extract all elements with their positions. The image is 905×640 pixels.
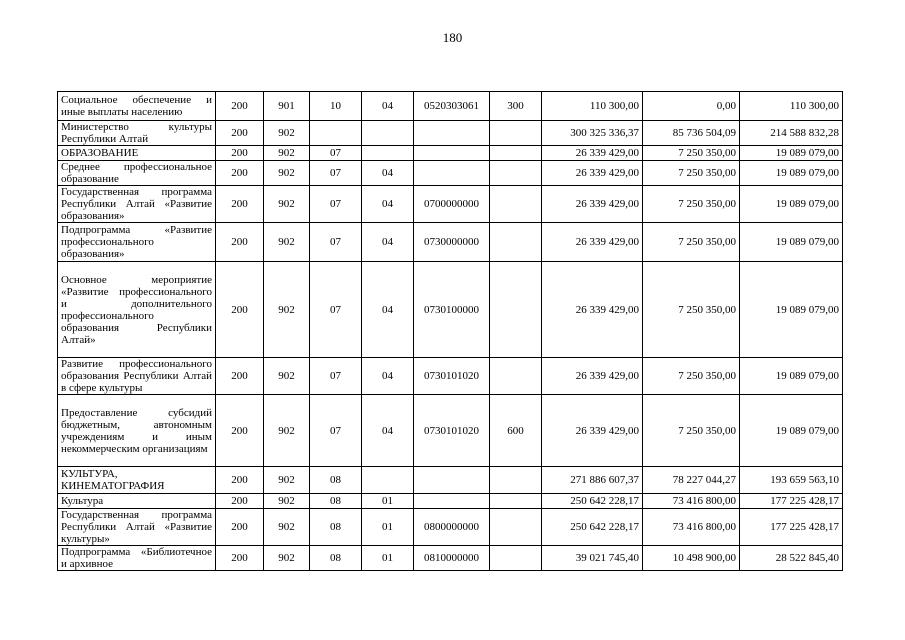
table-cell-c2: 902 <box>264 262 310 358</box>
table-cell-c6 <box>490 223 542 262</box>
table-cell-v2: 0,00 <box>643 92 740 121</box>
table-cell-c5: 0730101020 <box>414 358 490 395</box>
table-cell-name: Министерство культуры Республики Алтай <box>58 121 216 146</box>
table-cell-name: КУЛЬТУРА, КИНЕМАТОГРАФИЯ <box>58 467 216 494</box>
table-cell-c5: 0730000000 <box>414 223 490 262</box>
table-cell-v3: 19 089 079,00 <box>740 146 843 161</box>
table-cell-v2: 10 498 900,00 <box>643 546 740 571</box>
table-cell-v2: 7 250 350,00 <box>643 395 740 467</box>
table-cell-c2: 902 <box>264 186 310 223</box>
table-cell-v2: 7 250 350,00 <box>643 161 740 186</box>
table-cell-v2: 7 250 350,00 <box>643 262 740 358</box>
table-cell-c1: 200 <box>216 494 264 509</box>
table-cell-c4: 04 <box>362 223 414 262</box>
table-cell-v1: 250 642 228,17 <box>542 509 643 546</box>
page-number: 180 <box>442 30 463 45</box>
table-cell-c5 <box>414 146 490 161</box>
table-cell-name: Подпрограмма «Библиотечное и архивное <box>58 546 216 571</box>
table-cell-c5: 0700000000 <box>414 186 490 223</box>
table-cell-name: Подпрограмма «Развитие профессионального образования» <box>58 223 216 262</box>
table-cell-v2: 78 227 044,27 <box>643 467 740 494</box>
budget-table <box>57 91 843 571</box>
table-cell-c4: 01 <box>362 494 414 509</box>
table-row <box>58 467 843 494</box>
table-cell-c3: 10 <box>310 92 362 121</box>
table-cell-v3: 19 089 079,00 <box>740 161 843 186</box>
table-cell-c3: 08 <box>310 467 362 494</box>
table-row <box>58 121 843 146</box>
table-cell-c2: 902 <box>264 509 310 546</box>
table-cell-c6 <box>490 358 542 395</box>
table-cell-v3: 110 300,00 <box>740 92 843 121</box>
table-cell-c1: 200 <box>216 223 264 262</box>
table-cell-c2: 902 <box>264 494 310 509</box>
table-cell-c2: 902 <box>264 161 310 186</box>
table-cell-c6 <box>490 121 542 146</box>
table-cell-c6 <box>490 467 542 494</box>
table-cell-v2: 7 250 350,00 <box>643 146 740 161</box>
table-cell-c4 <box>362 146 414 161</box>
table-cell-c6 <box>490 262 542 358</box>
table-cell-c2: 902 <box>264 146 310 161</box>
table-cell-c1: 200 <box>216 262 264 358</box>
table-cell-v3: 19 089 079,00 <box>740 223 843 262</box>
table-cell-c1: 200 <box>216 92 264 121</box>
table-cell-c1: 200 <box>216 509 264 546</box>
table-cell-v1: 271 886 607,37 <box>542 467 643 494</box>
table-cell-v1: 110 300,00 <box>542 92 643 121</box>
table-row <box>58 358 843 395</box>
table-cell-c3: 07 <box>310 395 362 467</box>
table-cell-c1: 200 <box>216 546 264 571</box>
table-cell-c4: 01 <box>362 509 414 546</box>
table-cell-c1: 200 <box>216 186 264 223</box>
table-cell-c6 <box>490 161 542 186</box>
table-row <box>58 223 843 262</box>
table-cell-v1: 26 339 429,00 <box>542 358 643 395</box>
table-cell-v1: 39 021 745,40 <box>542 546 643 571</box>
table-cell-v1: 250 642 228,17 <box>542 494 643 509</box>
table-cell-v3: 177 225 428,17 <box>740 509 843 546</box>
table-cell-c1: 200 <box>216 161 264 186</box>
table-cell-c2: 902 <box>264 395 310 467</box>
table-cell-v1: 26 339 429,00 <box>542 146 643 161</box>
table-cell-c2: 902 <box>264 467 310 494</box>
table-cell-c6 <box>490 509 542 546</box>
table-cell-c4: 01 <box>362 546 414 571</box>
table-cell-c3: 07 <box>310 161 362 186</box>
table-cell-c6 <box>490 186 542 223</box>
table-cell-c1: 200 <box>216 467 264 494</box>
table-cell-name: Среднее профессиональное образование <box>58 161 216 186</box>
table-cell-v2: 7 250 350,00 <box>643 223 740 262</box>
table-cell-c5 <box>414 161 490 186</box>
table-cell-v3: 19 089 079,00 <box>740 358 843 395</box>
table-cell-name: Развитие профессионального образования Республики Алтай в сфере культуры <box>58 358 216 395</box>
table-cell-c1: 200 <box>216 358 264 395</box>
table-cell-name: Государственная программа Республики Алтай «Развитие культуры» <box>58 509 216 546</box>
table-cell-c1: 200 <box>216 146 264 161</box>
table-cell-c2: 902 <box>264 121 310 146</box>
table-cell-c5: 0730101020 <box>414 395 490 467</box>
table-cell-v3: 177 225 428,17 <box>740 494 843 509</box>
table-row <box>58 92 843 121</box>
table-cell-c5 <box>414 494 490 509</box>
table-cell-c3: 07 <box>310 223 362 262</box>
table-cell-v3: 28 522 845,40 <box>740 546 843 571</box>
table-cell-v3: 19 089 079,00 <box>740 186 843 223</box>
table-cell-c3: 08 <box>310 509 362 546</box>
table-cell-c6 <box>490 546 542 571</box>
table-cell-c4: 04 <box>362 262 414 358</box>
table-cell-name: ОБРАЗОВАНИЕ <box>58 146 216 161</box>
table-row <box>58 494 843 509</box>
table-cell-v3: 19 089 079,00 <box>740 395 843 467</box>
table-cell-c3 <box>310 121 362 146</box>
table-cell-c6: 600 <box>490 395 542 467</box>
table-cell-c2: 901 <box>264 92 310 121</box>
table-cell-v1: 26 339 429,00 <box>542 186 643 223</box>
table-cell-c3: 07 <box>310 358 362 395</box>
table-cell-c3: 07 <box>310 186 362 223</box>
table-cell-c1: 200 <box>216 395 264 467</box>
table-cell-v1: 26 339 429,00 <box>542 161 643 186</box>
table-cell-v1: 300 325 336,37 <box>542 121 643 146</box>
table-cell-c5: 0520303061 <box>414 92 490 121</box>
table-cell-c2: 902 <box>264 546 310 571</box>
table-cell-c3: 08 <box>310 546 362 571</box>
table-row <box>58 262 843 358</box>
table-cell-c3: 07 <box>310 262 362 358</box>
table-cell-c2: 902 <box>264 223 310 262</box>
table-cell-c5 <box>414 467 490 494</box>
table-cell-name: Социальное обеспечение и иные выплаты населению <box>58 92 216 121</box>
table-cell-c2: 902 <box>264 358 310 395</box>
table-cell-c5: 0730100000 <box>414 262 490 358</box>
table-cell-v3: 214 588 832,28 <box>740 121 843 146</box>
table-cell-c4: 04 <box>362 358 414 395</box>
table-cell-v1: 26 339 429,00 <box>542 223 643 262</box>
table-cell-c4: 04 <box>362 395 414 467</box>
table-cell-c4: 04 <box>362 161 414 186</box>
table-cell-c4 <box>362 467 414 494</box>
table-cell-v2: 73 416 800,00 <box>643 509 740 546</box>
table-row <box>58 509 843 546</box>
table-cell-name: Предоставление субсидий бюджетным, автономным учреждениям и иным некоммерческим организациям <box>58 395 216 467</box>
table-cell-v2: 85 736 504,09 <box>643 121 740 146</box>
table-cell-c5 <box>414 121 490 146</box>
table-cell-c6 <box>490 494 542 509</box>
table-row <box>58 395 843 467</box>
table-cell-c4: 04 <box>362 186 414 223</box>
table-row <box>58 146 843 161</box>
table-cell-v3: 193 659 563,10 <box>740 467 843 494</box>
table-cell-c3: 07 <box>310 146 362 161</box>
table-cell-v1: 26 339 429,00 <box>542 262 643 358</box>
table-cell-c1: 200 <box>216 121 264 146</box>
table-cell-c5: 0800000000 <box>414 509 490 546</box>
table-cell-name: Культура <box>58 494 216 509</box>
table-cell-c3: 08 <box>310 494 362 509</box>
table-cell-v2: 7 250 350,00 <box>643 358 740 395</box>
table-cell-name: Государственная программа Республики Алтай «Развитие образования» <box>58 186 216 223</box>
table-cell-c6: 300 <box>490 92 542 121</box>
table-cell-name: Основное мероприятие «Развитие профессионального и дополнительного профессионального образования Республики Алтай» <box>58 262 216 358</box>
table-cell-c6 <box>490 146 542 161</box>
table-cell-v2: 7 250 350,00 <box>643 186 740 223</box>
table-cell-v2: 73 416 800,00 <box>643 494 740 509</box>
table-cell-v3: 19 089 079,00 <box>740 262 843 358</box>
table-row <box>58 186 843 223</box>
table-cell-v1: 26 339 429,00 <box>542 395 643 467</box>
table-cell-c4 <box>362 121 414 146</box>
table-row <box>58 546 843 571</box>
table-cell-c5: 0810000000 <box>414 546 490 571</box>
table-cell-c4: 04 <box>362 92 414 121</box>
table-row <box>58 161 843 186</box>
